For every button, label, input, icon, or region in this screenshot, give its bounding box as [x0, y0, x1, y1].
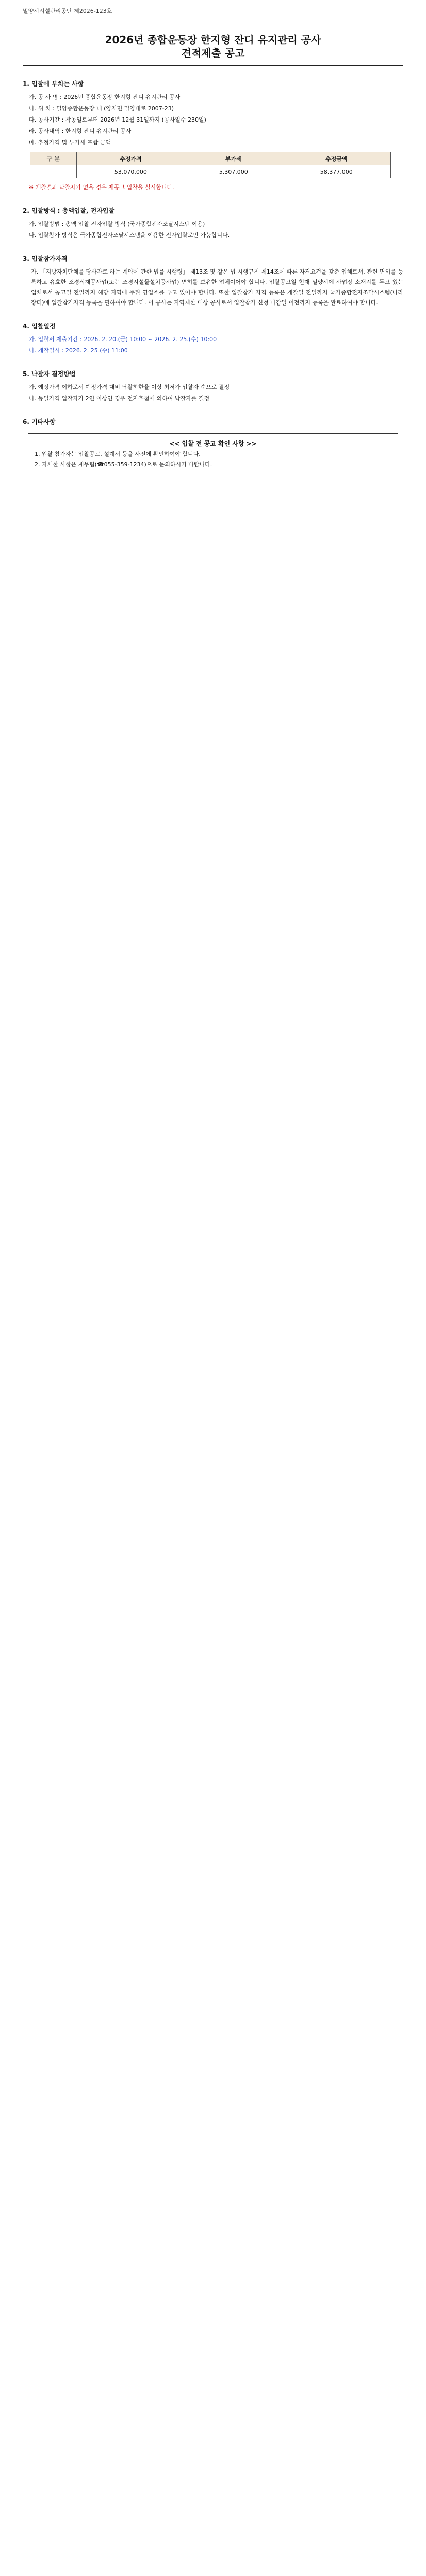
- section1-item: 다. 공사기간 : 착공일로부터 2026년 12월 31일까지 (공사일수 230일): [29, 116, 206, 123]
- section6-heading: 6. 기타사항: [23, 418, 56, 426]
- doc-number: 밀양시시설관리공단 제2026-123호: [23, 8, 112, 14]
- budget-cell: 53,070,000: [76, 165, 185, 178]
- budget-table: [30, 152, 391, 178]
- section3-heading: 3. 입찰참가자격: [23, 255, 68, 262]
- section3-paragraph: 가. 「지방자치단체를 당사자로 하는 계약에 관한 법률 시행령」 제13조 및 같은 법 시행규칙 제14조에 따른 자격요건을 갖춘 업체로서, 관련 면허를 등록하고 유효한 조경식재공사업(또는 조경시설물설치공사업) 면허를 보유한 업체이어야 합니다. 입찰공고일 현재 밀양시에 사업장 소재지를 두고 있는 업체로서 공고일 전일까지 해당 지역에 주된 영업소를 두고 있어야 합니다. 또한 입찰참가 자격 등록은 개찰일 전일까지 국가종합전자조달시스템(나라장터)에 입찰참가자격 등록을 필하여야 합니다. 이 공사는 지역제한 대상 공사로서 입찰참가 신청 마감일 이전까지 등록을 완료하여야 합니다.: [31, 268, 403, 306]
- section2-item: 나. 입찰참가 방식은 국가종합전자조달시스템을 이용한 전자입찰로만 가능합니다.: [29, 232, 230, 239]
- section1-item: 나. 위 치 : 밀양종합운동장 내 (양지면 밀양대로 2007-23): [29, 105, 174, 112]
- budget-header: 추정금액: [282, 152, 391, 165]
- section1-item: 가. 공 사 명 : 2026년 종합운동장 한지형 잔디 유지관리 공사: [29, 94, 181, 100]
- document-page: [23, 5, 403, 480]
- budget-header: 구 분: [30, 152, 77, 165]
- page-title: [23, 33, 403, 60]
- section2-item: 가. 입찰방법 : 총액 입찰 전자입찰 방식 (국가종합전자조달시스템 이용): [29, 221, 205, 227]
- section1-item: 라. 공사내역 : 한지형 잔디 유지관리 공사: [29, 128, 132, 134]
- notice-box-line: 2. 자세한 사항은 재무팀(☎055-359-1234)으로 문의하시기 바랍니다.: [35, 461, 212, 468]
- notice-box-line: 1. 입찰 참가자는 입찰공고, 설계서 등을 사전에 확인하여야 합니다.: [35, 451, 201, 457]
- budget-header: 부가세: [185, 152, 282, 165]
- budget-cell: 5,307,000: [185, 165, 282, 178]
- notice-box: [28, 433, 398, 474]
- red-note: ※ 개찰결과 낙찰자가 없을 경우 재공고 입찰을 실시합니다.: [29, 184, 174, 191]
- section5-heading: 5. 낙찰자 결정방법: [23, 370, 76, 378]
- budget-cell: [30, 165, 77, 178]
- budget-cell: 58,377,000: [282, 165, 391, 178]
- section1-heading: 1. 입찰에 부치는 사항: [23, 80, 84, 88]
- budget-header: 추정가격: [76, 152, 185, 165]
- section4-item: 나. 개찰일시 : 2026. 2. 25.(수) 11:00: [29, 347, 128, 354]
- section5-item: 나. 동일가격 입찰자가 2인 이상인 경우 전자추첨에 의하여 낙찰자를 결정: [29, 395, 210, 402]
- section1-item: 마. 추정가격 및 부가세 포함 금액: [29, 139, 111, 146]
- title-line-2: 견적제출 공고: [181, 47, 245, 59]
- section4-heading: 4. 입찰일정: [23, 323, 56, 330]
- title-line-1: 2026년 종합운동장 한지형 잔디 유지관리 공사: [105, 33, 321, 46]
- section2-heading: 2. 입찰방식 : 총액입찰, 전자입찰: [23, 207, 115, 214]
- notice-box-title: << 입찰 전 공고 확인 사항 >>: [169, 440, 257, 447]
- divider: [23, 65, 403, 66]
- section5-item: 가. 예정가격 이하로서 예정가격 대비 낙찰하한율 이상 최저가 입찰자 순으로 결정: [29, 384, 230, 391]
- section4-item: 가. 입찰서 제출기간 : 2026. 2. 20.(금) 10:00 ~ 2026. 2. 25.(수) 10:00: [29, 336, 217, 343]
